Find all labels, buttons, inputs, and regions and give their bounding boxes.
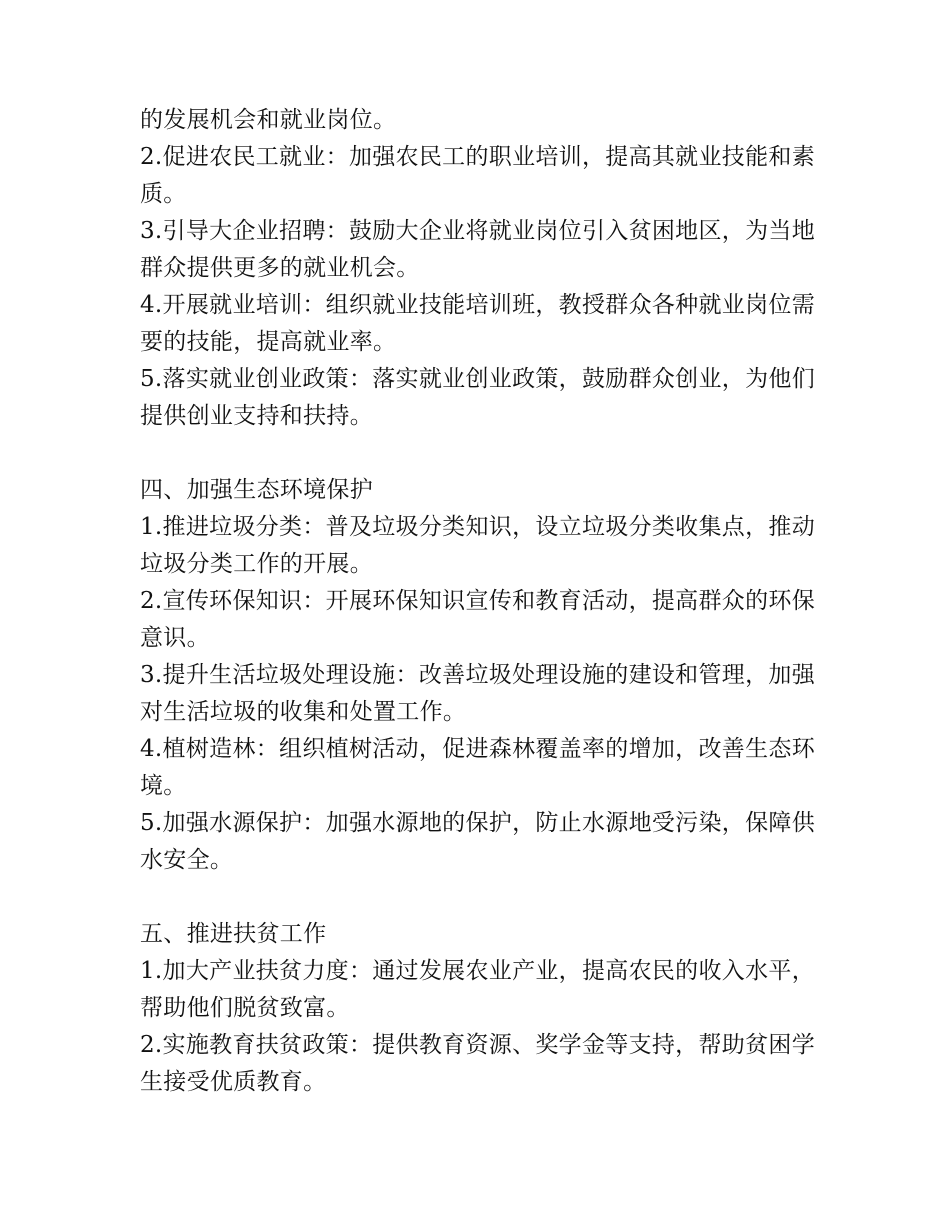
poverty-item-2: 2.实施教育扶贫政策：提供教育资源、奖学金等支持，帮助贫困学生接受优质教育。 [140, 1032, 815, 1095]
paragraph-intro-tail: 的发展机会和就业岗位。 [140, 107, 397, 133]
document-body [140, 102, 815, 1101]
section-spacer [140, 435, 815, 472]
section-spacer [140, 879, 815, 916]
eco-item-1: 1.推进垃圾分类：普及垃圾分类知识，设立垃圾分类收集点，推动垃圾分类工作的开展。 [140, 514, 815, 577]
employment-item-3: 3.引导大企业招聘：鼓励大企业将就业岗位引入贫困地区，为当地群众提供更多的就业机会。 [140, 218, 815, 281]
poverty-item-1: 1.加大产业扶贫力度：通过发展农业产业，提高农民的收入水平，帮助他们脱贫致富。 [140, 958, 815, 1021]
eco-item-5: 5.加强水源保护：加强水源地的保护，防止水源地受污染，保障供水安全。 [140, 810, 815, 873]
eco-item-3: 3.提升生活垃圾处理设施：改善垃圾处理设施的建设和管理，加强对生活垃圾的收集和处置工作。 [140, 662, 815, 725]
section-heading-eco: 四、加强生态环境保护 [140, 477, 373, 503]
eco-item-2: 2.宣传环保知识：开展环保知识宣传和教育活动，提高群众的环保意识。 [140, 588, 815, 651]
employment-item-2: 2.促进农民工就业：加强农民工的职业培训，提高其就业技能和素质。 [140, 144, 815, 207]
section-heading-poverty: 五、推进扶贫工作 [140, 921, 327, 947]
employment-item-5: 5.落实就业创业政策：落实就业创业政策，鼓励群众创业，为他们提供创业支持和扶持。 [140, 366, 815, 429]
employment-item-4: 4.开展就业培训：组织就业技能培训班，教授群众各种就业岗位需要的技能，提高就业率。 [140, 292, 815, 355]
eco-item-4: 4.植树造林：组织植树活动，促进森林覆盖率的增加，改善生态环境。 [140, 736, 815, 799]
